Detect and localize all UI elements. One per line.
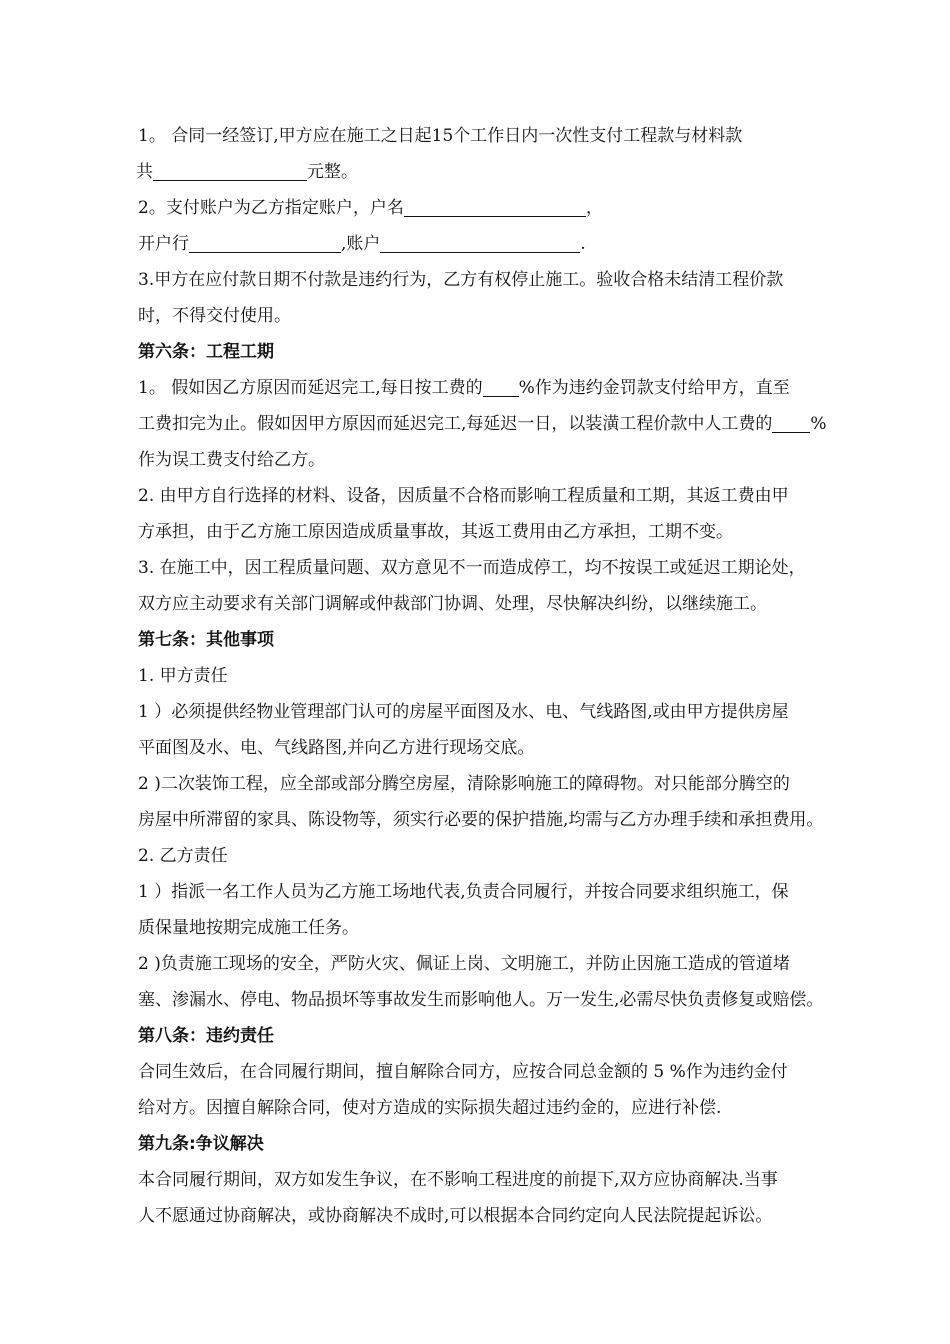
labor-cost-rate-blank — [772, 412, 810, 433]
payment-item-2-line-1: 2。支付账户为乙方指定账户，户名 ， — [138, 198, 603, 218]
total-amount-blank — [153, 160, 307, 181]
party-b-responsibility-heading: 2. 乙方责任 — [138, 846, 228, 866]
party-b-item-1-line-2: 质保量地按期完成施工任务。 — [138, 918, 359, 938]
article-8-line-2: 给对方。因擅自解除合同，使对方造成的实际损失超过违约金的，应进行补偿. — [138, 1098, 722, 1118]
bank-name-blank — [189, 232, 341, 253]
party-b-item-2-line-1: 2 )负责施工现场的安全，严防火灾、佩证上岗、文明施工，并防止因施工造成的管道堵 — [138, 954, 790, 974]
article-7-heading: 第七条：其他事项 — [138, 630, 274, 650]
payment-item-2-line-2: 开户行 ,账户 . — [138, 234, 586, 254]
payment-item-3-line-1: 3.甲方在应付款日期不付款是违约行为，乙方有权停止施工。验收合格未结清工程价款 — [138, 270, 784, 290]
article-6-heading: 第六条：工程工期 — [138, 342, 274, 362]
article-6-item-1-line-1: 1。 假如因乙方原因而延迟完工,每日按工费的 %作为违约金罚款支付给甲方，直至 — [138, 378, 790, 398]
account-name-blank — [404, 196, 586, 217]
party-a-item-2-line-2: 房屋中所滞留的家具、陈设物等，须实行必要的保护措施,均需与乙方办理手续和承担费用。 — [138, 810, 824, 830]
account-number-blank — [380, 232, 580, 253]
article-6-item-1-line-2: 工费扣完为止。假如因甲方原因而延迟完工,每延迟一日，以装潢工程价款中人工费的 % — [138, 414, 827, 434]
article-6-item-3-line-1: 3. 在施工中，因工程质量问题、双方意见不一而造成停工，均不按误工或延迟工期论处， — [138, 558, 806, 578]
party-a-item-1-line-1: 1 ）必须提供经物业管理部门认可的房屋平面图及水、电、气线路图,或由甲方提供房屋 — [138, 702, 789, 722]
party-a-item-1-line-2: 平面图及水、电、气线路图,并向乙方进行现场交底。 — [138, 738, 535, 758]
article-6-item-2-line-2: 方承担，由于乙方施工原因造成质量事故，其返工费用由乙方承担，工期不变。 — [138, 522, 733, 542]
payment-item-1-line-2: 共 元整。 — [136, 162, 358, 182]
article-8-heading: 第八条：违约责任 — [138, 1026, 274, 1046]
party-b-item-2-line-2: 塞、渗漏水、停电、物品损坏等事故发生而影响他人。万一发生,必需尽快负责修复或赔偿。 — [138, 990, 824, 1010]
article-8-line-1: 合同生效后，在合同履行期间，擅自解除合同方，应按合同总金额的 5 %作为违约金付 — [138, 1062, 788, 1082]
article-9-heading: 第九条:争议解决 — [138, 1134, 264, 1154]
payment-item-1-line-1: 1。 合同一经签订,甲方应在施工之日起15个工作日内一次性支付工程款与材料款 — [138, 126, 743, 146]
party-a-responsibility-heading: 1. 甲方责任 — [138, 666, 228, 686]
article-6-item-1-line-3: 作为误工费支付给乙方。 — [138, 450, 325, 470]
payment-item-3-line-2: 时，不得交付使用。 — [138, 306, 291, 326]
contract-body — [138, 118, 890, 1234]
article-9-line-2: 人不愿通过协商解决，或协商解决不成时,可以根据本合同约定向人民法院提起诉讼。 — [138, 1206, 773, 1226]
party-b-item-1-line-1: 1 ）指派一名工作人员为乙方施工场地代表,负责合同履行，并按合同要求组织施工，保 — [138, 882, 789, 902]
article-6-item-2-line-1: 2. 由甲方自行选择的材料、设备，因质量不合格而影响工程质量和工期，其返工费由甲 — [138, 486, 789, 506]
daily-penalty-rate-blank — [483, 376, 519, 397]
party-a-item-2-line-1: 2 )二次装饰工程，应全部或部分腾空房屋，清除影响施工的障碍物。对只能部分腾空的 — [138, 774, 790, 794]
article-6-item-3-line-2: 双方应主动要求有关部门调解或仲裁部门协调、处理，尽快解决纠纷，以继续施工。 — [138, 594, 767, 614]
article-9-line-1: 本合同履行期间，双方如发生争议，在不影响工程进度的前提下,双方应协商解决.当事 — [138, 1170, 778, 1190]
